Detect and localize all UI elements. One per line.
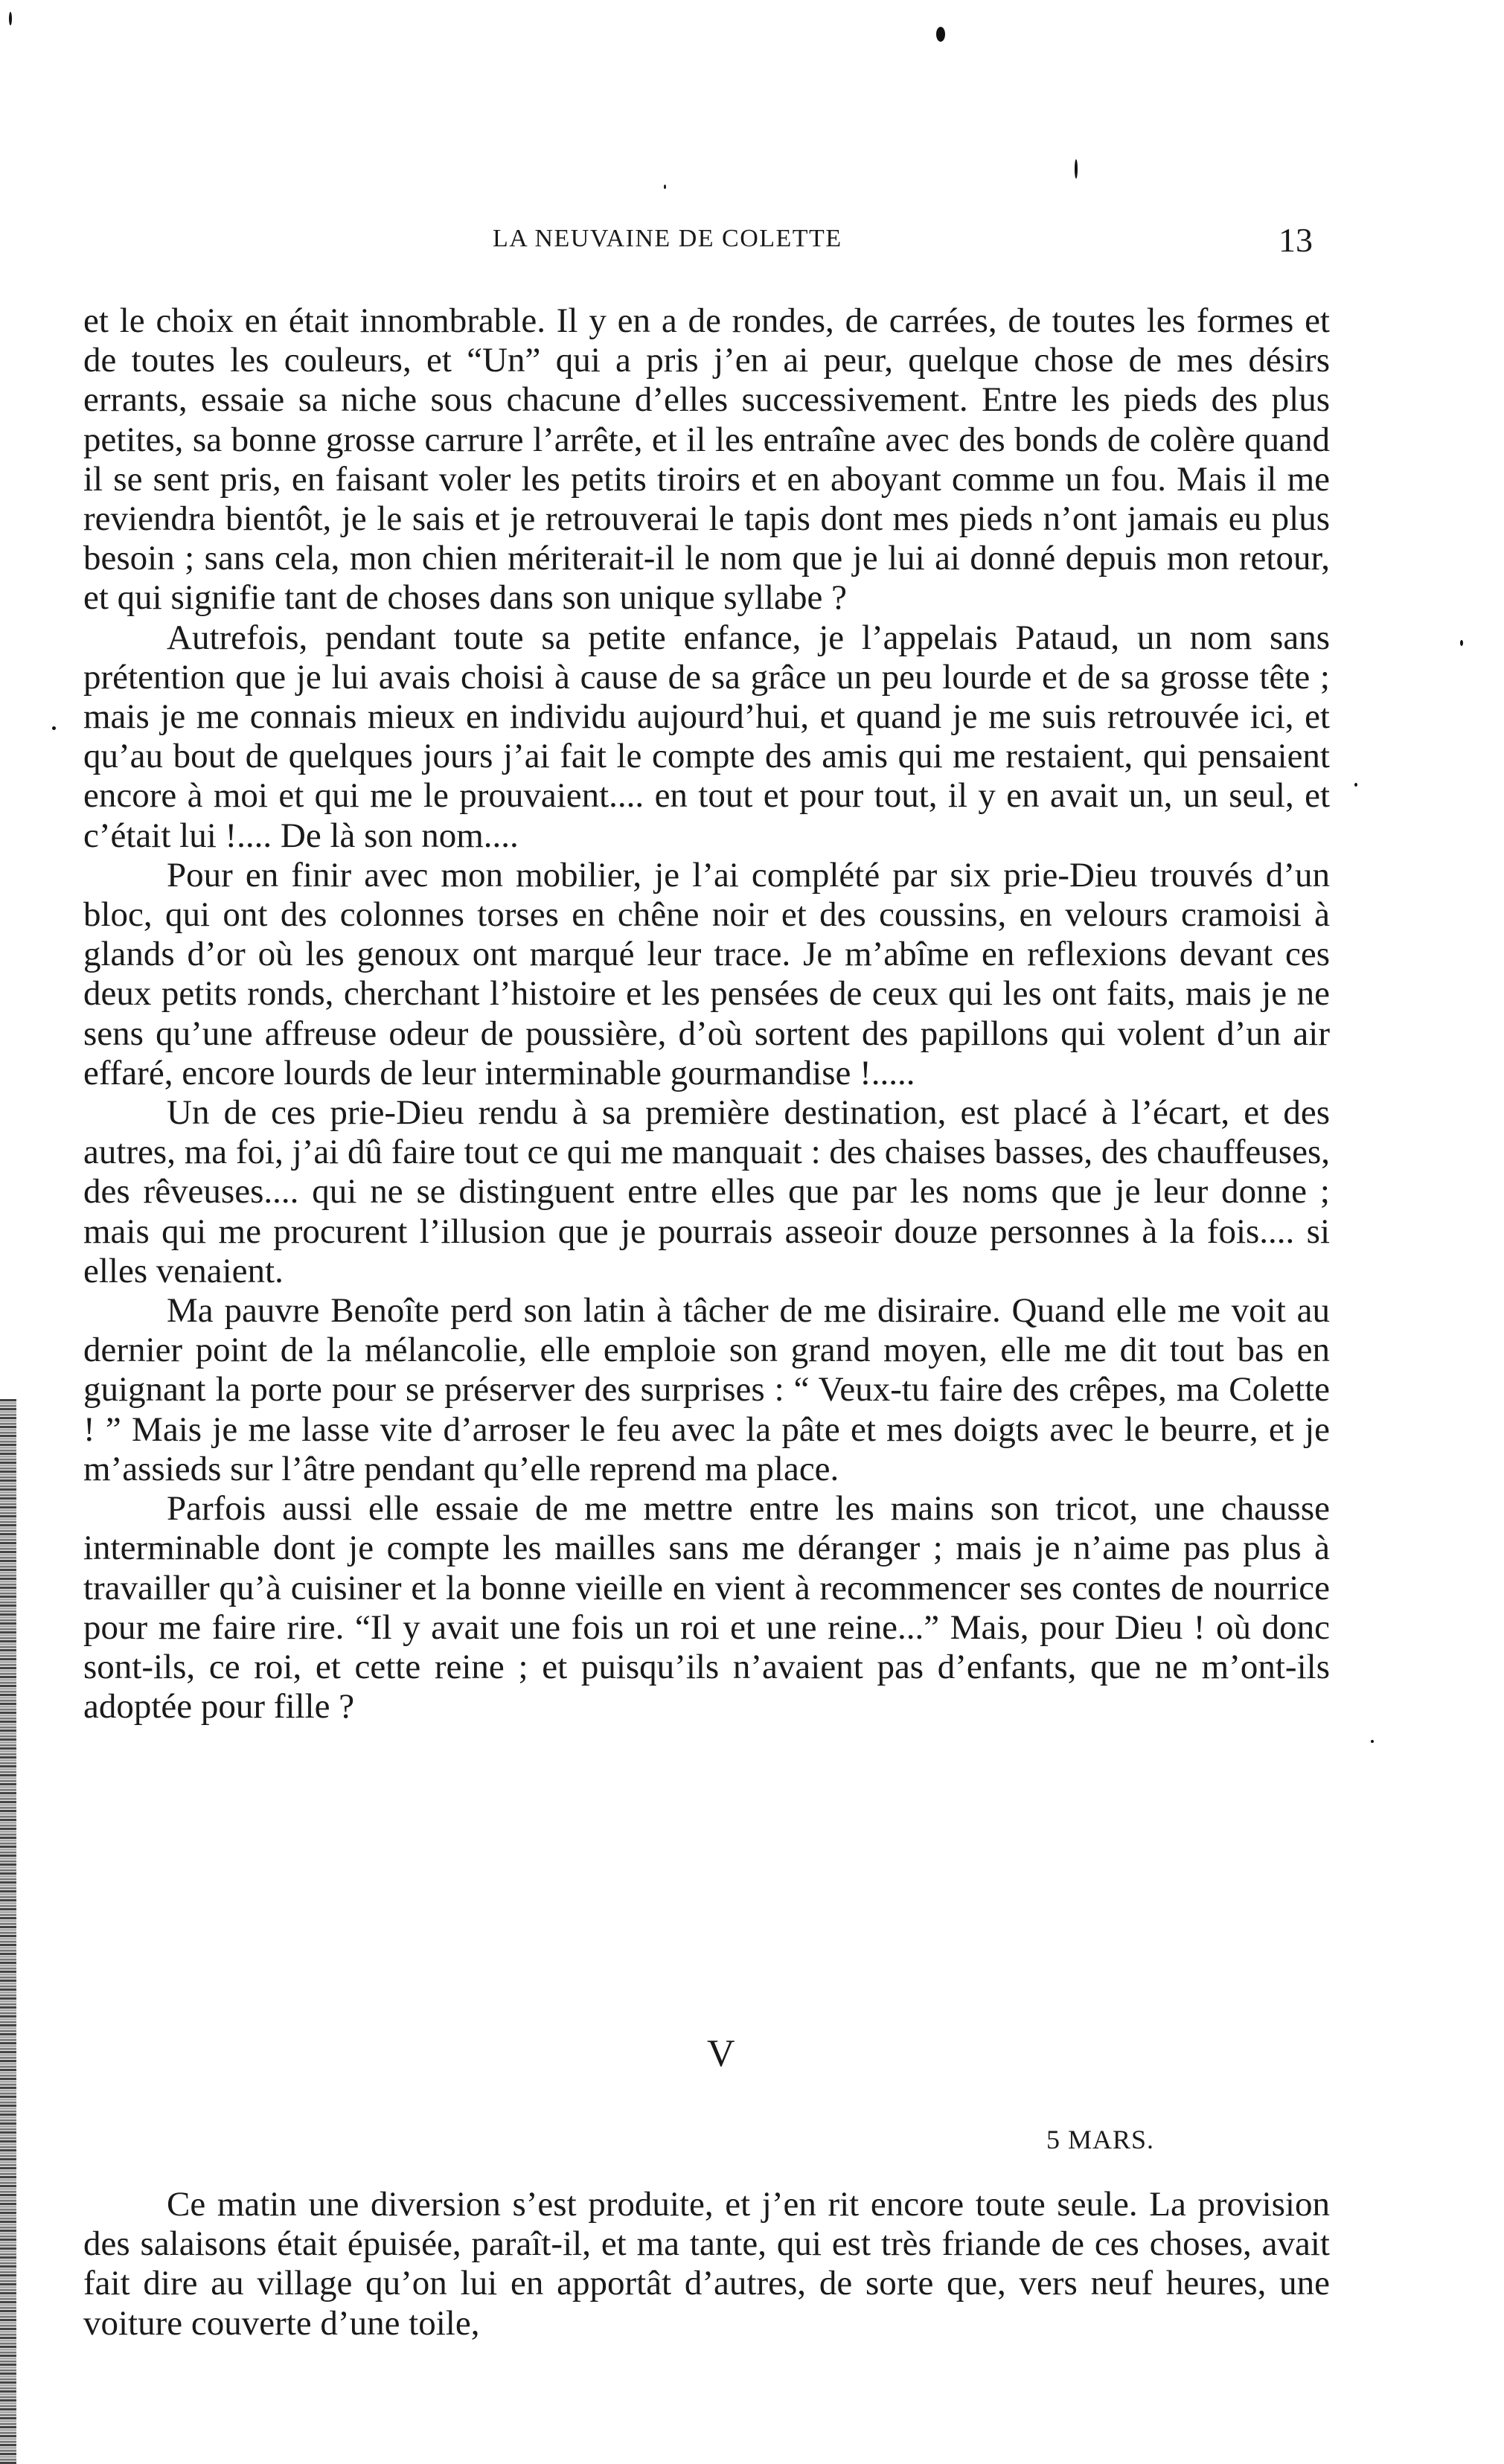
scan-speck [9, 12, 12, 25]
scan-speck [1354, 783, 1357, 787]
body-text [83, 301, 1330, 1727]
paragraph: Ma pauvre Benoîte perd son latin à tâcher de me disiraire. Quand elle me voit au dernier point de la mélancolie, elle emploie son grand moyen, elle me dit tout bas en guignant la porte pour se préserver des surprises : “ Veux-tu faire des crêpes, ma Colette ! ” Mais je me lasse vite d’arroser le feu avec la pâte et mes doigts avec le beurre, et je m’assieds sur l’âtre pendant qu’elle reprend ma place. [83, 1291, 1330, 1488]
page-number: 13 [1279, 221, 1313, 259]
scan-speck [1371, 1740, 1374, 1743]
paragraph: Parfois aussi elle essaie de me mettre entre les mains son tricot, une chausse interminable dont je compte les mailles sans me déranger ; mais je n’aime pas plus à travailler qu’à cuisiner et la bonne vieille en vient à recommencer ses contes de nourrice pour me faire rire. “Il y avait une fois un roi et une reine...” Mais, pour Dieu ! où donc sont-ils, ce roi, et cette reine ; et puisqu’ils n’avaient pas d’enfants, que ne m’ont-ils adoptée pour fille ? [83, 1489, 1330, 1727]
paragraph: et le choix en était innombrable. Il y en a de rondes, de carrées, de toutes les formes et de toutes les couleurs, et “Un” qui a pris j’en ai peur, quelque chose de mes désirs errants, essaie sa niche sous chacune d’elles successivement. Entre les pieds des plus petites, sa bonne grosse carrure l’arrête, et il les entraîne avec des bonds de colère quand il se sent pris, en faisant voler les petits tiroirs et en aboyant comme un fou. Mais il me reviendra bientôt, je le sais et je retrouverai le tapis dont mes pieds n’ont jamais eu plus besoin ; sans cela, mon chien mériterait-il le nom que je lui ai donné depuis mon retour, et qui signifie tant de choses dans son unique syllabe ? [83, 301, 1330, 618]
scan-speck [52, 726, 56, 730]
paragraph: Autrefois, pendant toute sa petite enfance, je l’appelais Pataud, un nom sans prétention que je lui avais choisi à cause de sa grâce un peu lourde et de sa grosse tête ; mais je me connais mieux en individu aujourd’hui, et quand je me suis retrouvée ici, et qu’au bout de quelques jours j’ai fait le compte des amis qui me restaient, qui pensaient encore à moi et qui me le prouvaient.... en tout et pour tout, il y en avait un, un seul, et c’était lui !.... De là son nom.... [83, 618, 1330, 855]
binding-edge [0, 1399, 16, 2464]
scan-speck [1075, 159, 1078, 179]
running-title: LA NEUVAINE DE COLETTE [493, 225, 842, 252]
scan-speck [1460, 640, 1463, 646]
paragraph: Ce matin une diversion s’est produite, et j’en rit encore toute seule. La provision des salaisons était épuisée, paraît-il, et ma tante, qui est très friande de ces choses, avait fait dire au village qu’on lui en apportât d’autres, de sorte que, vers neuf heures, une voiture couverte d’une toile, [83, 2185, 1330, 2343]
body-text-continued [83, 2185, 1330, 2343]
paragraph: Pour en finir avec mon mobilier, je l’ai complété par six prie-Dieu trouvés d’un bloc, qui ont des colonnes torses en chêne noir et des coussins, en velours cramoisi à glands d’or où les genoux ont marqué leur trace. Je m’abîme en reflexions devant ces deux petits ronds, cherchant l’histoire et les pensées de ceux qui les ont faits, mais je ne sens qu’une affreuse odeur de poussière, d’où sortent des papillons qui volent d’un air effaré, encore lourds de leur interminable gourmandise !..... [83, 855, 1330, 1092]
section-number: V [707, 2032, 735, 2075]
page-header [0, 220, 1504, 265]
scan-speck [664, 185, 666, 189]
entry-date: 5 MARS. [1046, 2125, 1155, 2154]
paragraph: Un de ces prie-Dieu rendu à sa première destination, est placé à l’écart, et des autres, ma foi, j’ai dû faire tout ce qui me manquait : des chaises basses, des chauffeuses, des rêveuses.... qui ne se distinguent entre elles que par les noms que je leur donne ; mais qui me procurent l’illusion que je pourrais asseoir douze personnes à la fois.... si elles venaient. [83, 1093, 1330, 1290]
scan-speck [936, 27, 945, 42]
